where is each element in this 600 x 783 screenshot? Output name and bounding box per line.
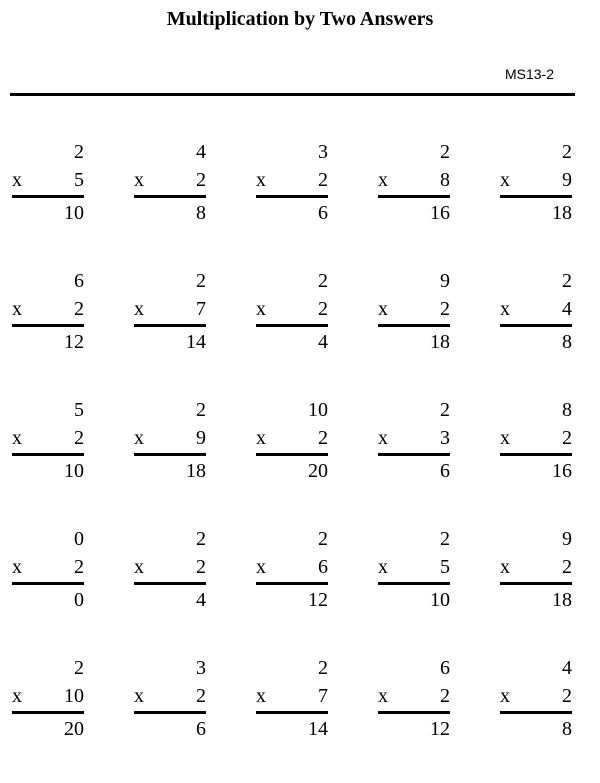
multiply-sign: x (500, 685, 510, 707)
answer-line (378, 453, 450, 456)
problem-answer: 8 (562, 718, 572, 740)
problem-bottom-number: 8 (440, 169, 450, 191)
answer-line (12, 195, 84, 198)
problem-answer: 18 (552, 589, 572, 611)
problem-bottom-number: 9 (196, 427, 206, 449)
problem-bottom-number: 6 (318, 556, 328, 578)
multiply-sign: x (500, 427, 510, 449)
problem-top-number: 3 (318, 141, 328, 163)
multiply-sign: x (12, 427, 22, 449)
answer-line (256, 711, 328, 714)
problem-top-number: 10 (308, 399, 328, 421)
answer-line (12, 453, 84, 456)
problem-answer: 20 (308, 460, 328, 482)
problem-bottom-number: 2 (196, 556, 206, 578)
problem (12, 267, 84, 367)
problem-top-number: 8 (562, 399, 572, 421)
problem-top-number: 2 (562, 270, 572, 292)
problem-bottom-number: 7 (196, 298, 206, 320)
problem-answer: 18 (552, 202, 572, 224)
answer-line (12, 711, 84, 714)
problem (256, 654, 328, 754)
problem-bottom-number: 7 (318, 685, 328, 707)
problem-bottom-number: 2 (440, 298, 450, 320)
problem-bottom-number: 5 (74, 169, 84, 191)
multiply-sign: x (500, 169, 510, 191)
problem-answer: 6 (318, 202, 328, 224)
problem-answer: 6 (196, 718, 206, 740)
problem-top-number: 9 (562, 528, 572, 550)
problem-bottom-number: 4 (562, 298, 572, 320)
problem-answer: 10 (430, 589, 450, 611)
problem-bottom-number: 2 (74, 298, 84, 320)
answer-line (256, 453, 328, 456)
multiply-sign: x (378, 169, 388, 191)
problem-top-number: 2 (196, 399, 206, 421)
problem-answer: 14 (186, 331, 206, 353)
problem-top-number: 2 (318, 528, 328, 550)
problem (500, 267, 572, 367)
answer-line (134, 195, 206, 198)
problem-answer: 10 (64, 202, 84, 224)
problem (378, 267, 450, 367)
problem-answer: 16 (430, 202, 450, 224)
problem (500, 525, 572, 625)
multiply-sign: x (256, 556, 266, 578)
multiply-sign: x (256, 427, 266, 449)
problem-top-number: 3 (196, 657, 206, 679)
problem-bottom-number: 5 (440, 556, 450, 578)
problem-top-number: 0 (74, 528, 84, 550)
problem (256, 267, 328, 367)
problem-top-number: 2 (196, 270, 206, 292)
answer-line (134, 582, 206, 585)
problem-bottom-number: 10 (64, 685, 84, 707)
problem-answer: 16 (552, 460, 572, 482)
multiply-sign: x (12, 556, 22, 578)
problem-top-number: 5 (74, 399, 84, 421)
problem-answer: 18 (186, 460, 206, 482)
problem (134, 654, 206, 754)
problem-answer: 10 (64, 460, 84, 482)
problem-answer: 12 (308, 589, 328, 611)
problem-top-number: 2 (440, 528, 450, 550)
problem-bottom-number: 9 (562, 169, 572, 191)
problem (134, 138, 206, 238)
answer-line (12, 324, 84, 327)
problem-bottom-number: 2 (440, 685, 450, 707)
answer-line (134, 324, 206, 327)
multiply-sign: x (256, 169, 266, 191)
problem-top-number: 6 (74, 270, 84, 292)
answer-line (500, 582, 572, 585)
multiply-sign: x (134, 169, 144, 191)
multiply-sign: x (378, 427, 388, 449)
problem-top-number: 2 (196, 528, 206, 550)
problem-answer: 4 (318, 331, 328, 353)
problem-top-number: 2 (440, 399, 450, 421)
problem (256, 525, 328, 625)
multiply-sign: x (134, 685, 144, 707)
answer-line (378, 195, 450, 198)
problem-answer: 0 (74, 589, 84, 611)
problem (12, 138, 84, 238)
answer-line (134, 453, 206, 456)
problem (256, 138, 328, 238)
problem-answer: 8 (562, 331, 572, 353)
answer-line (256, 582, 328, 585)
problem-top-number: 2 (74, 657, 84, 679)
answer-line (256, 195, 328, 198)
multiply-sign: x (500, 298, 510, 320)
multiply-sign: x (134, 556, 144, 578)
answer-line (500, 453, 572, 456)
answer-line (500, 195, 572, 198)
multiply-sign: x (12, 685, 22, 707)
problem-answer: 12 (430, 718, 450, 740)
worksheet-code: MS13-2 (504, 66, 554, 82)
answer-line (134, 711, 206, 714)
problem-bottom-number: 2 (196, 169, 206, 191)
problem-top-number: 9 (440, 270, 450, 292)
problem (500, 654, 572, 754)
answer-line (500, 711, 572, 714)
answer-line (378, 324, 450, 327)
problem (12, 654, 84, 754)
problem-bottom-number: 3 (440, 427, 450, 449)
problem (12, 396, 84, 496)
problem (378, 138, 450, 238)
problem (378, 396, 450, 496)
answer-line (12, 582, 84, 585)
multiply-sign: x (378, 685, 388, 707)
problem-grid (12, 138, 572, 783)
problem (134, 267, 206, 367)
multiply-sign: x (12, 298, 22, 320)
problem (134, 525, 206, 625)
problem-answer: 8 (196, 202, 206, 224)
multiply-sign: x (378, 298, 388, 320)
problem-bottom-number: 2 (562, 685, 572, 707)
problem-bottom-number: 2 (196, 685, 206, 707)
multiply-sign: x (500, 556, 510, 578)
problem (500, 138, 572, 238)
multiply-sign: x (12, 169, 22, 191)
multiply-sign: x (134, 427, 144, 449)
problem-top-number: 2 (318, 657, 328, 679)
problem (378, 525, 450, 625)
multiply-sign: x (378, 556, 388, 578)
answer-line (500, 324, 572, 327)
problem-answer: 6 (440, 460, 450, 482)
problem-top-number: 6 (440, 657, 450, 679)
problem-bottom-number: 2 (74, 427, 84, 449)
problem (134, 396, 206, 496)
answer-line (256, 324, 328, 327)
problem-bottom-number: 2 (318, 427, 328, 449)
problem (500, 396, 572, 496)
multiply-sign: x (134, 298, 144, 320)
problem-top-number: 2 (318, 270, 328, 292)
problem (378, 654, 450, 754)
multiply-sign: x (256, 685, 266, 707)
page-title: Multiplication by Two Answers (166, 8, 434, 30)
problem-top-number: 2 (440, 141, 450, 163)
problem-answer: 4 (196, 589, 206, 611)
problem-answer: 18 (430, 331, 450, 353)
problem-top-number: 2 (562, 141, 572, 163)
answer-line (378, 582, 450, 585)
problem-answer: 20 (64, 718, 84, 740)
problem-bottom-number: 2 (318, 298, 328, 320)
answer-line (378, 711, 450, 714)
problem-top-number: 4 (562, 657, 572, 679)
problem-bottom-number: 2 (74, 556, 84, 578)
problem-top-number: 4 (196, 141, 206, 163)
problem (12, 525, 84, 625)
problem-answer: 14 (308, 718, 328, 740)
problem (256, 396, 328, 496)
problem-top-number: 2 (74, 141, 84, 163)
problem-bottom-number: 2 (562, 427, 572, 449)
problem-bottom-number: 2 (562, 556, 572, 578)
problem-bottom-number: 2 (318, 169, 328, 191)
problem-answer: 12 (64, 331, 84, 353)
multiply-sign: x (256, 298, 266, 320)
header-divider (10, 93, 575, 96)
